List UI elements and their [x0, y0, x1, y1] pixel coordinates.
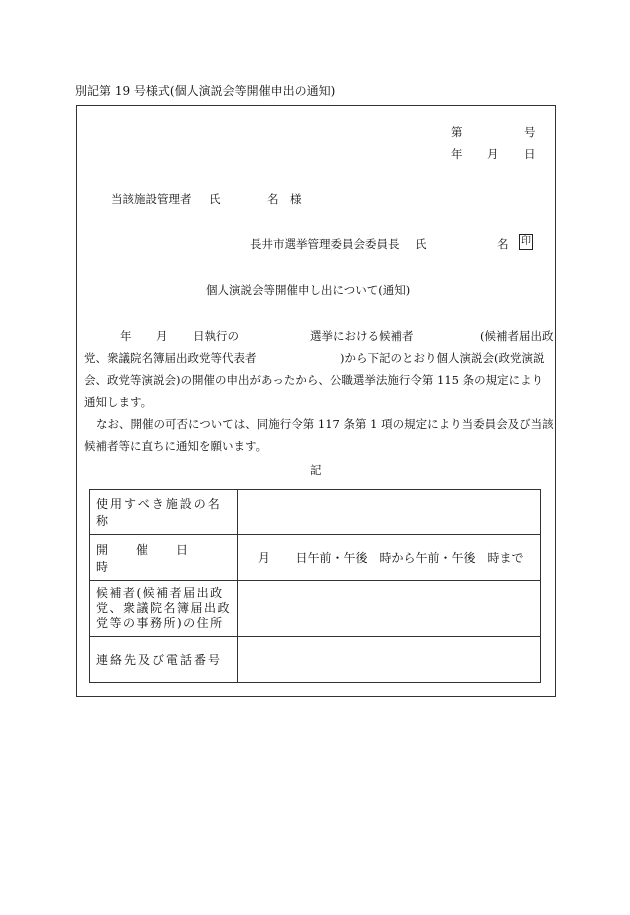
sender-org: 長井市選挙管理委員会委員長: [250, 237, 400, 251]
addressee-prefix: 当該施設管理者: [111, 192, 192, 206]
body-line-4: 通知します。: [84, 395, 153, 409]
body-line-3: 会、政党等演説会)の開催の申出があったから、公職選挙法施行令第 115 条の規定により: [84, 373, 544, 387]
candidate-address-label-3: 党等の事務所)の住所: [96, 616, 224, 630]
sender-name-1: 氏: [415, 237, 427, 251]
body-year: 年: [120, 329, 132, 343]
facility-name-label: 使用すべき施設の名称: [90, 490, 238, 535]
body-line-5: なお、開催の可否については、同施行令第 117 条第 1 項の規定により当委員会及び当該: [96, 417, 554, 431]
date-time-rest: 日午前・午後 時から午前・午後 時まで: [295, 551, 524, 565]
candidate-address-label-2: 党、衆議院名簿届出政: [96, 601, 232, 615]
body-election: 選挙における候補者: [310, 329, 414, 343]
date-time-label: 開催日時: [90, 535, 238, 581]
date-month: 月: [487, 147, 499, 161]
facility-name-value: [238, 490, 541, 535]
subject: 個人演説会等開催申し出について(通知): [206, 283, 411, 297]
addressee-honorific: 様: [290, 192, 302, 206]
contact-label: 連絡先及び電話番号: [90, 637, 238, 683]
candidate-address-label-1: 候補者(候補者届出政: [96, 586, 224, 600]
table-row: [90, 637, 541, 683]
number-suffix: 号: [524, 125, 536, 139]
table-row: [90, 490, 541, 535]
body-line-2-right: )から下記のとおり個人演説会(政党演説: [340, 351, 545, 365]
date-year: 年: [451, 147, 463, 161]
table-row: [90, 535, 541, 581]
date-time-month: 月: [257, 551, 270, 565]
contact-value: [238, 637, 541, 683]
candidate-address-label: [90, 581, 238, 637]
body-line-6: 候補者等に直ちに通知を願います。: [84, 439, 268, 453]
date-day: 日: [524, 147, 536, 161]
body-month: 月: [156, 329, 168, 343]
ki-heading: 記: [310, 463, 322, 477]
form-title: 別記第 19 号様式(個人演説会等開催申出の通知): [75, 84, 336, 98]
sender-name-2: 名: [497, 237, 509, 251]
candidate-address-value: [238, 581, 541, 637]
number-label: 第: [451, 125, 463, 139]
content-table: [89, 489, 541, 683]
date-time-value: [238, 535, 541, 581]
addressee-name-1: 氏: [209, 192, 221, 206]
seal-stamp: 印: [519, 234, 533, 250]
body-day-exec: 日執行の: [193, 329, 239, 343]
body-party-paren: (候補者届出政: [480, 329, 554, 343]
table-row: [90, 581, 541, 637]
body-line-2-left: 党、衆議院名簿届出政党等代表者: [84, 351, 257, 365]
addressee-name-2: 名: [267, 192, 279, 206]
